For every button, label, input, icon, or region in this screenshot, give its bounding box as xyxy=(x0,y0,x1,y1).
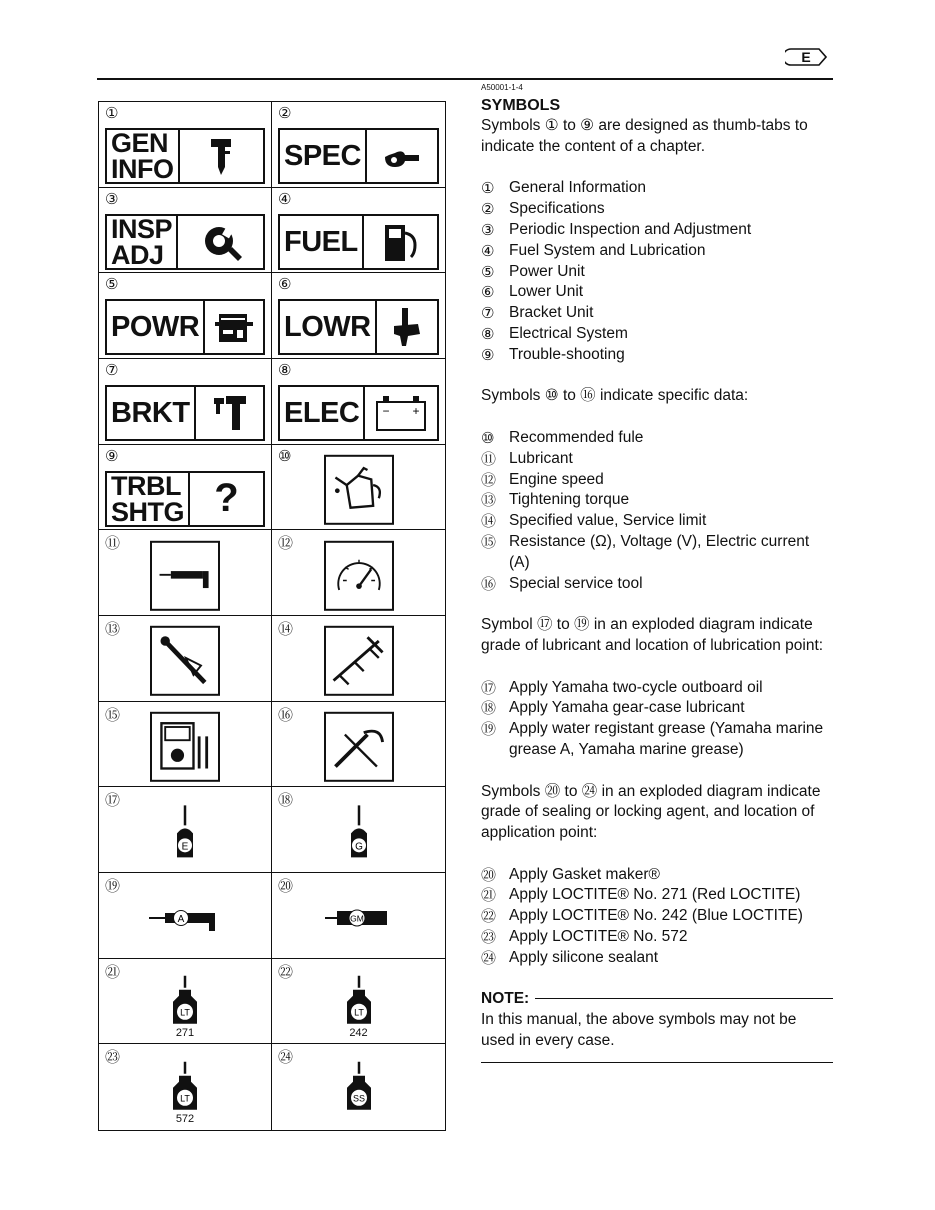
list-item xyxy=(481,532,833,574)
thumb-tab-label xyxy=(107,387,196,439)
symbol-number: ⑮ xyxy=(105,705,121,724)
list-item xyxy=(481,698,833,719)
item-number: ⑱ xyxy=(481,699,497,718)
list-item xyxy=(481,303,833,324)
symbol-number: ⑩ xyxy=(278,446,292,465)
loctite-grade: 271 xyxy=(175,1026,195,1039)
list-item xyxy=(481,927,833,948)
label-line: BRKT xyxy=(111,396,190,429)
symbol-number: ⑲ xyxy=(105,876,121,895)
item-text: Trouble-shooting xyxy=(509,345,625,363)
item-text: Lower Unit xyxy=(509,283,584,301)
label-line: SPEC xyxy=(284,140,361,172)
symbol-number: ㉒ xyxy=(278,962,294,981)
symbol-cell xyxy=(272,1044,445,1130)
symbol-number: ⑬ xyxy=(105,619,121,638)
item-text: Apply LOCTITE® No. 271 (Red LOCTITE) xyxy=(509,886,801,904)
item-number: ⑨ xyxy=(481,345,495,364)
bottle-badge: LT xyxy=(353,1007,364,1018)
loctite-bottle-icon xyxy=(339,1060,379,1128)
symbol-number: ⑨ xyxy=(105,446,119,465)
symbol-cell xyxy=(272,873,445,959)
symbol-number: ⑭ xyxy=(278,619,294,638)
symbol-number: ② xyxy=(278,104,292,122)
symbol-cell xyxy=(272,445,445,531)
note-rule xyxy=(535,998,833,999)
note-label: NOTE: xyxy=(481,990,530,1008)
label-line: SHTG xyxy=(111,496,185,527)
symbol-cell xyxy=(272,616,445,702)
item-text: Resistance (Ω), Voltage (V), Electric current (A) xyxy=(509,532,810,571)
caliper-icon xyxy=(324,626,394,696)
lubricant-symbol-list xyxy=(481,678,833,761)
list-item xyxy=(481,490,833,511)
symbol-cell xyxy=(99,873,272,959)
symbol-cell xyxy=(272,702,445,788)
list-item xyxy=(481,282,833,303)
note-text: In this manual, the above symbols may not be used in every case. xyxy=(481,1011,797,1050)
list-item xyxy=(481,906,833,927)
intro-paragraph: Symbols ① to ⑨ are designed as thumb-tabs to indicate the content of a chapter. xyxy=(481,117,808,155)
list-item xyxy=(481,241,833,262)
bottle-badge: E xyxy=(181,840,189,852)
symbol-cell xyxy=(272,188,445,274)
item-text: Apply Yamaha gear-case lubricant xyxy=(509,699,745,717)
note-heading xyxy=(481,989,833,1010)
label-line: ADJ xyxy=(111,239,164,270)
item-number: ⑭ xyxy=(481,512,497,531)
lower-unit-icon xyxy=(377,301,437,353)
intro-paragraph: Symbol ⑰ to ⑲ in an exploded diagram indicate grade of lubricant and location of lubrication point: xyxy=(481,616,824,654)
thumb-tab xyxy=(105,471,265,527)
item-text: General Information xyxy=(509,179,646,197)
list-item xyxy=(481,345,833,366)
item-text: Apply LOCTITE® No. 242 (Blue LOCTITE) xyxy=(509,907,803,925)
thumb-tab-label xyxy=(280,216,364,268)
thumb-tab-label xyxy=(280,130,367,182)
symbol-cell xyxy=(272,787,445,873)
battery-minus-sign: − xyxy=(382,403,390,418)
item-number: ⑩ xyxy=(481,428,495,447)
intro-paragraph: Symbols ⑩ to ⑯ indicate specific data: xyxy=(481,387,749,405)
symbol-number: ⑫ xyxy=(278,534,294,553)
item-number: ③ xyxy=(481,220,495,239)
item-text: Apply Yamaha two-cycle outboard oil xyxy=(509,678,763,696)
language-badge xyxy=(785,48,827,66)
symbol-number: ① xyxy=(105,104,119,122)
list-item xyxy=(481,449,833,470)
sealant-symbol-list xyxy=(481,865,833,969)
note-end-rule xyxy=(481,1062,833,1063)
item-number: ㉔ xyxy=(481,948,497,967)
symbol-cell xyxy=(99,359,272,445)
item-number: ④ xyxy=(481,241,495,260)
thumb-tab xyxy=(278,128,439,184)
bottle-badge: SS xyxy=(352,1093,365,1104)
bottle-badge: LT xyxy=(180,1093,190,1104)
loctite-grade: 242 xyxy=(349,1026,368,1039)
label-line: ELEC xyxy=(284,396,360,429)
thumb-tab-label xyxy=(107,213,178,270)
thumb-tab xyxy=(105,214,265,270)
data-symbol-list xyxy=(481,428,833,594)
list-item xyxy=(481,948,833,969)
list-item xyxy=(481,719,833,761)
symbol-number: ⑥ xyxy=(278,275,292,294)
item-number: ⑰ xyxy=(481,678,497,697)
item-number: ⑪ xyxy=(481,449,497,468)
symbol-number: ㉔ xyxy=(278,1048,294,1067)
label-line: INSP xyxy=(111,213,173,244)
list-item xyxy=(481,885,833,906)
symbol-cell xyxy=(272,959,445,1045)
label-line: GEN xyxy=(111,128,169,158)
loctite-grade: 572 xyxy=(175,1112,195,1125)
symbol-grid xyxy=(98,101,446,1131)
item-text: Bracket Unit xyxy=(509,304,594,322)
item-text: Electrical System xyxy=(509,324,628,342)
list-item xyxy=(481,178,833,199)
label-line: POWR xyxy=(111,311,200,344)
tachometer-icon xyxy=(324,540,394,610)
thumb-tab-label xyxy=(280,387,365,439)
symbol-cell xyxy=(272,359,445,445)
symbol-cell xyxy=(272,273,445,359)
label-line: INFO xyxy=(111,154,174,184)
oil-can-icon xyxy=(324,455,394,525)
item-number: ⑯ xyxy=(481,574,497,593)
symbol-cell xyxy=(99,445,272,531)
battery-plus-sign: + xyxy=(412,403,420,418)
symbol-cell xyxy=(272,102,445,188)
thumb-tab xyxy=(278,385,439,441)
thumb-tab-label xyxy=(107,470,190,527)
thumb-tab xyxy=(105,128,265,184)
item-text: Apply LOCTITE® No. 572 xyxy=(509,928,688,946)
list-item xyxy=(481,428,833,449)
fuel-pump-icon xyxy=(364,216,437,268)
symbol-number: ⑰ xyxy=(105,791,121,810)
thumb-tab-label xyxy=(107,301,205,353)
item-number: ⑥ xyxy=(481,283,495,302)
label-line: FUEL xyxy=(284,225,358,258)
question-mark: ? xyxy=(214,476,239,521)
item-number: ⑮ xyxy=(481,532,497,551)
symbol-cell xyxy=(99,188,272,274)
outboard-spec-icon xyxy=(367,130,437,182)
label-line: TRBL xyxy=(111,470,181,501)
chapter-symbol-list xyxy=(481,178,833,365)
symbol-number: ⑪ xyxy=(105,534,121,553)
item-text: Specifications xyxy=(509,200,605,218)
symbol-cell xyxy=(99,530,272,616)
sealant-tube-icon xyxy=(321,903,397,933)
item-number: ⑤ xyxy=(481,262,495,281)
symbol-cell xyxy=(99,102,272,188)
language-badge-letter: E xyxy=(801,49,811,65)
symbol-number: ⑯ xyxy=(278,705,294,724)
item-text: Apply silicone sealant xyxy=(509,948,659,966)
symbol-number: ③ xyxy=(105,189,119,208)
item-text: Specified value, Service limit xyxy=(509,512,707,530)
item-text: Tightening torque xyxy=(509,491,630,509)
multimeter-icon xyxy=(150,712,220,782)
question-icon xyxy=(190,473,263,525)
loctite-bottle-icon xyxy=(165,1060,205,1128)
symbol-cell xyxy=(99,702,272,788)
list-item xyxy=(481,574,833,595)
item-text: Engine speed xyxy=(509,470,604,488)
oil-bottle-icon xyxy=(339,803,379,861)
thumb-tab-label xyxy=(107,130,180,182)
list-item xyxy=(481,199,833,220)
symbol-cell xyxy=(272,530,445,616)
item-number: ⑲ xyxy=(481,720,497,739)
thumb-tab xyxy=(105,299,265,355)
item-number: ① xyxy=(481,179,495,198)
item-number: ㉑ xyxy=(481,886,497,905)
item-text: Special service tool xyxy=(509,574,643,592)
tube-badge: GM xyxy=(349,913,364,924)
symbol-cell xyxy=(99,787,272,873)
bottle-badge: LT xyxy=(180,1007,190,1018)
grease-gun-icon xyxy=(150,540,220,610)
special-tool-icon xyxy=(324,712,394,782)
item-number: ⑫ xyxy=(481,470,497,489)
thumb-tab xyxy=(278,214,439,270)
symbols-description xyxy=(481,96,833,1063)
thumb-tab-label xyxy=(280,301,377,353)
symbol-cell xyxy=(99,959,272,1045)
engine-icon xyxy=(205,301,263,353)
symbol-number: ⑤ xyxy=(105,275,119,294)
loctite-bottle-icon xyxy=(165,974,205,1042)
list-item xyxy=(481,470,833,491)
item-text: Apply water registant grease (Yamaha marine grease A, Yamaha marine grease) xyxy=(509,720,824,758)
intro-paragraph: Symbols ⑳ to ㉔ in an exploded diagram indicate grade of sealing or locking agent, and location of application point: xyxy=(481,782,821,842)
tube-badge: A xyxy=(177,914,185,926)
symbol-number: ㉓ xyxy=(105,1048,121,1067)
header-rule xyxy=(97,78,833,80)
list-item xyxy=(481,324,833,345)
section-title: SYMBOLS xyxy=(481,97,561,114)
bracket-icon xyxy=(196,387,263,439)
label-line: LOWR xyxy=(284,311,371,344)
list-item xyxy=(481,865,833,886)
reference-code: A50001-1-4 xyxy=(481,83,523,92)
symbol-number: ⑦ xyxy=(105,360,119,379)
torque-wrench-icon xyxy=(150,626,220,696)
symbol-cell xyxy=(99,1044,272,1130)
item-text: Apply Gasket maker® xyxy=(509,865,660,883)
item-number: ⑬ xyxy=(481,491,497,510)
outboard-motor-icon xyxy=(180,130,264,182)
thumb-tab xyxy=(105,385,265,441)
symbol-number: ㉑ xyxy=(105,962,121,981)
symbol-cell xyxy=(99,616,272,702)
symbol-number: ⑱ xyxy=(278,791,294,810)
thumb-tab xyxy=(278,299,439,355)
list-item xyxy=(481,220,833,241)
item-number: ⑧ xyxy=(481,324,495,343)
list-item xyxy=(481,511,833,532)
item-text: Lubricant xyxy=(509,449,573,467)
symbol-number: ⑳ xyxy=(278,876,294,895)
item-number: ② xyxy=(481,200,495,219)
item-number: ㉓ xyxy=(481,928,497,947)
item-number: ⑦ xyxy=(481,304,495,323)
item-text: Recommended fule xyxy=(509,428,644,446)
bottle-badge: G xyxy=(354,840,363,852)
grease-tube-icon xyxy=(147,903,223,933)
list-item xyxy=(481,678,833,699)
item-text: Fuel System and Lubrication xyxy=(509,241,706,259)
item-number: ⑳ xyxy=(481,865,497,884)
symbol-number: ④ xyxy=(278,189,292,208)
loctite-bottle-icon xyxy=(339,974,379,1042)
wrench-icon xyxy=(178,216,263,268)
battery-icon xyxy=(365,387,437,439)
item-text: Power Unit xyxy=(509,262,585,280)
oil-bottle-icon xyxy=(165,803,205,861)
list-item xyxy=(481,262,833,283)
symbol-cell xyxy=(99,273,272,359)
item-text: Periodic Inspection and Adjustment xyxy=(509,220,752,238)
symbol-number: ⑧ xyxy=(278,360,292,379)
item-number: ㉒ xyxy=(481,907,497,926)
